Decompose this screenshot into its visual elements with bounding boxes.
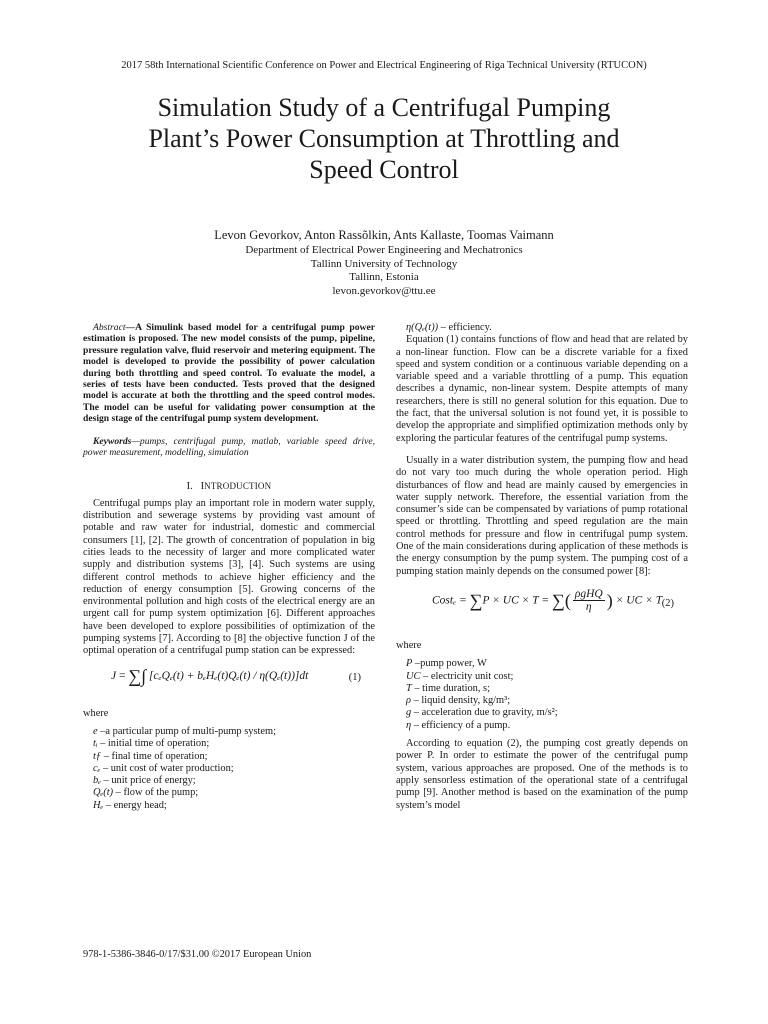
symbol-item: Hₑ – energy head;	[93, 799, 167, 811]
affiliation-department: Department of Electrical Power Engineering and Mechatronics	[245, 244, 523, 256]
affiliation-university: Tallinn University of Technology	[310, 257, 458, 270]
fraction-numerator: ρgHQ	[574, 587, 603, 600]
equation-1	[83, 664, 375, 704]
section-title-initial: I	[200, 481, 205, 493]
symbol-item: Qₑ(t) – flow of the pump;	[93, 787, 199, 799]
symbol-item: T – time duration, s;	[406, 682, 490, 694]
sum-symbol: ∑	[128, 665, 142, 686]
symbol-item: P –pump power, W	[406, 658, 487, 670]
sum-symbol: ∑	[551, 590, 565, 611]
intro-paragraph: Centrifugal pumps play an important role in modern water supply, distribution and sewerage systems by providing vast amount of potable and raw water for industrial, domestic and commercial consumers [1], [2]. The growth of concentration of population in big cities leads to the necessity of larger and more complicated water supply and distribution systems [3], [4]. Such systems are using different control methods to achieve higher efficiency and the reduction of energy consumption [5]. Growing concerns of the environmental pollution and high costs of the electrical energy are an urgent call for pump system optimization [6]. Different approaches have been developed to explore possibilities of optimization of the pumping systems [7]. According to [8] the objective function J of the optimal operation of a centrifugal pump station can be expressed:	[83, 497, 375, 657]
equation-2-tail: × UC × T	[612, 594, 663, 607]
affiliation-city: Tallinn, Estonia	[349, 271, 419, 283]
symbol-list-2	[396, 658, 688, 732]
paragraph-equation-analysis: Equation (1) contains functions of flow and head that are related by a non-linear function. Flow can be a discrete variable for a fixed speed and system condition or a continuous variable depending on a variable speed and a variable throttling of a pump. This equation describes a dynamic, non-linear system. Despite attempts of many researchers, there is still no general solution for this equation. Due to the fact, that the universal solution is not found yet, it is possible to develop the appropriate and simplified optimization methods only by exploring the particular features of the centrifugal pump systems.	[396, 334, 688, 444]
fraction-denominator: η	[585, 601, 592, 614]
affiliation-block	[0, 244, 768, 298]
symbol-item: g – acceleration due to gravity, m/s²;	[406, 707, 558, 719]
conference-header: 2017 58th International Scientific Conference on Power and Electrical Engineering of Riga Technical University (RTUCON)	[121, 60, 647, 71]
sum-symbol: ∑	[469, 590, 483, 611]
abstract-label: Abstract	[93, 322, 126, 333]
right-column	[396, 322, 688, 812]
equation-2-mid: P × UC × T =	[482, 594, 552, 607]
symbol-item: η – efficiency of a pump.	[406, 719, 511, 731]
equation-1-rhs: [cₑQₑ(t) + bₑHₑ(t)Qₑ(t) / η(Qₑ(t))]dt	[149, 669, 309, 682]
equation-2-body	[432, 588, 662, 614]
abstract	[83, 322, 375, 425]
where-label-2: where	[396, 639, 422, 651]
integral-symbol: ∫	[141, 665, 147, 686]
title-line-3: Speed Control	[309, 155, 459, 184]
author-list: Levon Gevorkov, Anton Rassõlkin, Ants Kallaste, Toomas Vaimann	[214, 228, 554, 242]
fraction	[573, 588, 605, 614]
section-heading-introduction	[83, 480, 375, 493]
equation-2	[396, 584, 688, 636]
keywords-text: —pumps, centrifugal pump, matlab, variable speed drive, power measurement, modelling, simulation	[83, 435, 375, 459]
equation-2-lhs: Costₑ =	[432, 594, 470, 607]
title-line-2: Plant’s Power Consumption at Throttling and	[148, 124, 620, 153]
paper-title	[84, 92, 684, 185]
equation-1-body: J = ∑∫ [cₑQₑ(t) + bₑHₑ(t)Qₑ(t) / η(Qₑ(t))]dt	[111, 665, 309, 686]
copyright-footer: 978-1-5386-3846-0/17/$31.00 ©2017 European Union	[83, 949, 312, 960]
symbol-item: e –a particular pump of multi-pump system;	[93, 725, 276, 737]
equation-1-number: (1)	[348, 671, 361, 683]
paragraph-pumping-cost: According to equation (2), the pumping cost greatly depends on power P. In order to estimate the power of the centrifugal pump system, various approaches are proposed. One of the methods is to apply sensorless estimation of the operational state of a centrifugal pump [9]. Another method is based on the examination of the pump system’s model	[396, 738, 688, 811]
where-label-1: where	[83, 707, 109, 719]
paragraph-gap	[396, 445, 688, 455]
left-paren: (	[564, 590, 571, 611]
section-title-rest: NTRODUCTION	[204, 481, 272, 492]
keywords	[83, 436, 375, 459]
equation-2-number: (2)	[661, 597, 674, 609]
symbol-item: cₑ – unit cost of water production;	[93, 762, 234, 774]
abstract-text: —A Simulink based model for a centrifugal pump power estimation is proposed. The new model consists of the pump, pipeline, pressure regulation valve, fluid reservoir and metering equipment. The model is developed to provide the possibility of power calculation during both throttling and speed control. To evaluate the model, a series of tests have been conducted. Tests proved that the designed model is accurate at both the throttling and the speed control modes. The model can be useful for validating power consumption at the design stage of the centrifugal pump system development.	[83, 322, 375, 425]
symbol-list-1	[83, 726, 375, 812]
efficiency-definition: η(Qₑ(t)) – efficiency.	[406, 322, 492, 333]
symbol-item: bₑ – unit price of energy;	[93, 775, 196, 787]
right-paren: )	[606, 590, 613, 611]
section-number: I.	[186, 481, 193, 493]
paragraph-control-methods: Usually in a water distribution system, the pumping flow and head do not vary too much during the whole operation period. High disturbances of flow and head are mainly caused by emergencies in water supply network. Therefore, the essential variation from the consumer’s side can be compensated by variations of pump rotational speed or throttling. Throttling and speed regulation are the main control methods for pressure and flow in centrifugal pump system. One of the main considerations during application of these methods is the energy consumption by the pump system. The pumping cost of a pumping station mainly depends on the consumed power [8]:	[396, 454, 688, 577]
title-line-1: Simulation Study of a Centrifugal Pumping	[157, 93, 611, 122]
symbol-item: ρ – liquid density, kg/m³;	[406, 695, 511, 707]
symbol-item: UC – electricity unit cost;	[406, 670, 514, 682]
affiliation-email: levon.gevorkov@ttu.ee	[332, 284, 436, 297]
symbol-item: tᵢ – initial time of operation;	[93, 738, 210, 750]
left-column	[83, 322, 375, 812]
keywords-label: Keywords	[93, 435, 132, 447]
equation-1-lhs: J	[111, 669, 117, 682]
symbol-item: tƒ – final time of operation;	[93, 750, 208, 762]
